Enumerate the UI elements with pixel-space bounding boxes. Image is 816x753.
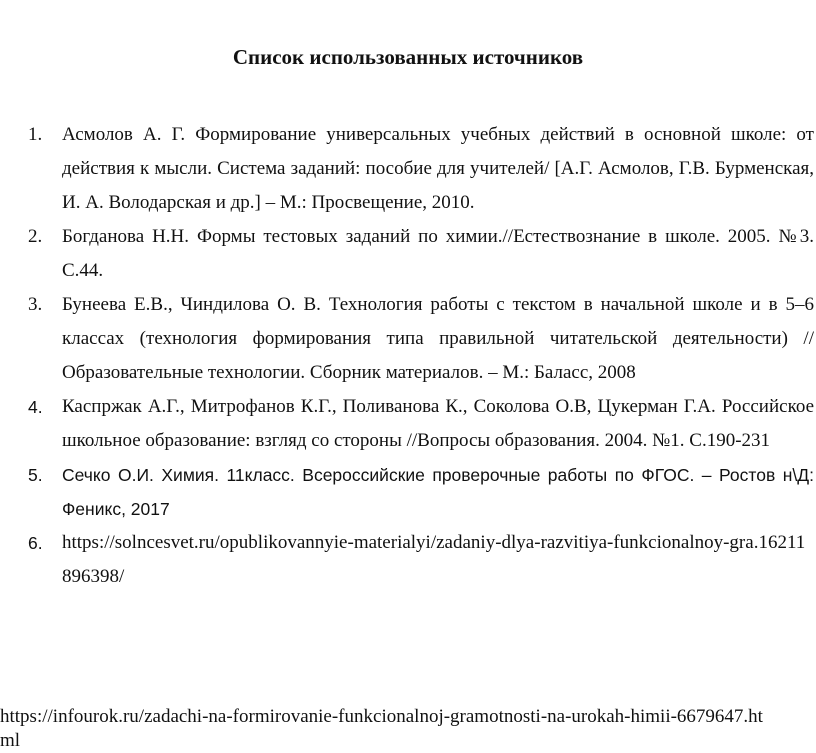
reference-number: 3. [28,294,43,315]
footer-link[interactable]: https://infourok.ru/zadachi-na-formirovanie-funkcionalnoj-gramotnosti-na-urokah-himii-6679647.html [0,706,763,751]
reference-number: 4. [28,397,43,417]
reference-text: Асмолов А. Г. Формирование универсальных учебных действий в основной школе: от действия к мысли. Система заданий: пособие для учителей/ [А.Г. Асмолов, Г.В. Бурменская, И. А. Володарская и др.] – М.: Просвещение, 2010. [62,124,814,213]
reference-text: Богданова Н.Н. Формы тестовых заданий по химии.//Естествознание в школе. 2005. №3. С.44. [62,226,814,281]
reference-number: 5. [28,465,43,485]
reference-item-1 [28,118,816,220]
reference-list [28,118,816,594]
reference-item-5 [28,458,816,526]
reference-item-2 [28,220,816,288]
reference-number: 1. [28,124,43,145]
reference-text: Сечко О.И. Химия. 11класс. Всероссийские проверочные работы по ФГОС. – Ростов н\Д: Феникс, 2017 [62,465,814,519]
reference-item-6 [28,526,816,594]
reference-text: Бунеева Е.В., Чиндилова О. В. Технология работы с текстом в начальной школе и в 5–6 классах (технология формирования типа правильной читательской деятельности) // Образовательные технологии. Сборник материалов. – М.: Баласс, 2008 [62,294,814,383]
reference-link[interactable]: https://solncesvet.ru/opublikovannyie-materialyi/zadaniy-dlya-razvitiya-funkcionalnoy-gra.16211896398/ [62,532,806,587]
reference-number: 6. [28,533,43,553]
reference-item-4 [28,390,816,458]
page-title: Список использованных источников [232,45,584,69]
reference-text: Каспржак А.Г., Митрофанов К.Г., Поливанова К., Соколова О.В, Цукерман Г.А. Российское школьное образование: взгляд со стороны //Вопросы образования. 2004. №1. С.190-231 [62,396,814,451]
reference-item-3 [28,288,816,390]
reference-number: 2. [28,226,43,247]
